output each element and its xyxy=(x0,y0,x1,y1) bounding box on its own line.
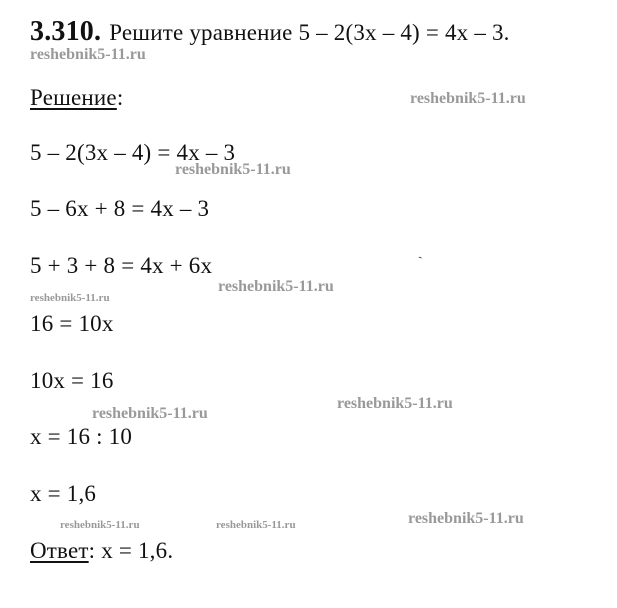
problem-statement: Решите уравнение 5 – 2(3x – 4) = 4x – 3. xyxy=(109,20,510,45)
watermark: reshebnik5-11.ru xyxy=(30,46,146,63)
solution-step-3: 5 + 3 + 8 = 4x + 6x xyxy=(30,253,213,278)
watermark: reshebnik5-11.ru xyxy=(30,292,110,304)
answer-line xyxy=(30,539,173,562)
watermark: reshebnik5-11.ru xyxy=(408,510,524,527)
problem-number: 3.310. xyxy=(30,16,102,47)
solution-step-2: 5 – 6x + 8 = 4x – 3 xyxy=(30,196,210,221)
watermark: reshebnik5-11.ru xyxy=(216,519,296,531)
solution-label: Решение xyxy=(30,85,117,110)
watermark: reshebnik5-11.ru xyxy=(175,161,291,178)
watermark: reshebnik5-11.ru xyxy=(60,519,140,531)
solution-step-4: 16 = 10x xyxy=(30,311,114,336)
solution-step-1: 5 – 2(3x – 4) = 4x – 3 xyxy=(30,140,236,165)
watermark: reshebnik5-11.ru xyxy=(218,278,334,295)
watermark: reshebnik5-11.ru xyxy=(337,395,453,412)
solution-step-5: 10x = 16 xyxy=(30,368,114,393)
watermark: reshebnik5-11.ru xyxy=(92,405,208,422)
solution-step-6: x = 16 : 10 xyxy=(30,424,133,449)
answer-label: Ответ xyxy=(30,538,89,563)
problem-header xyxy=(30,18,510,46)
solution-heading xyxy=(30,86,123,109)
stray-mark: ` xyxy=(417,254,427,271)
solution-colon: : xyxy=(116,85,124,110)
answer-text: : x = 1,6. xyxy=(88,538,174,563)
watermark: reshebnik5-11.ru xyxy=(410,90,526,107)
solution-step-7: x = 1,6 xyxy=(30,481,97,506)
